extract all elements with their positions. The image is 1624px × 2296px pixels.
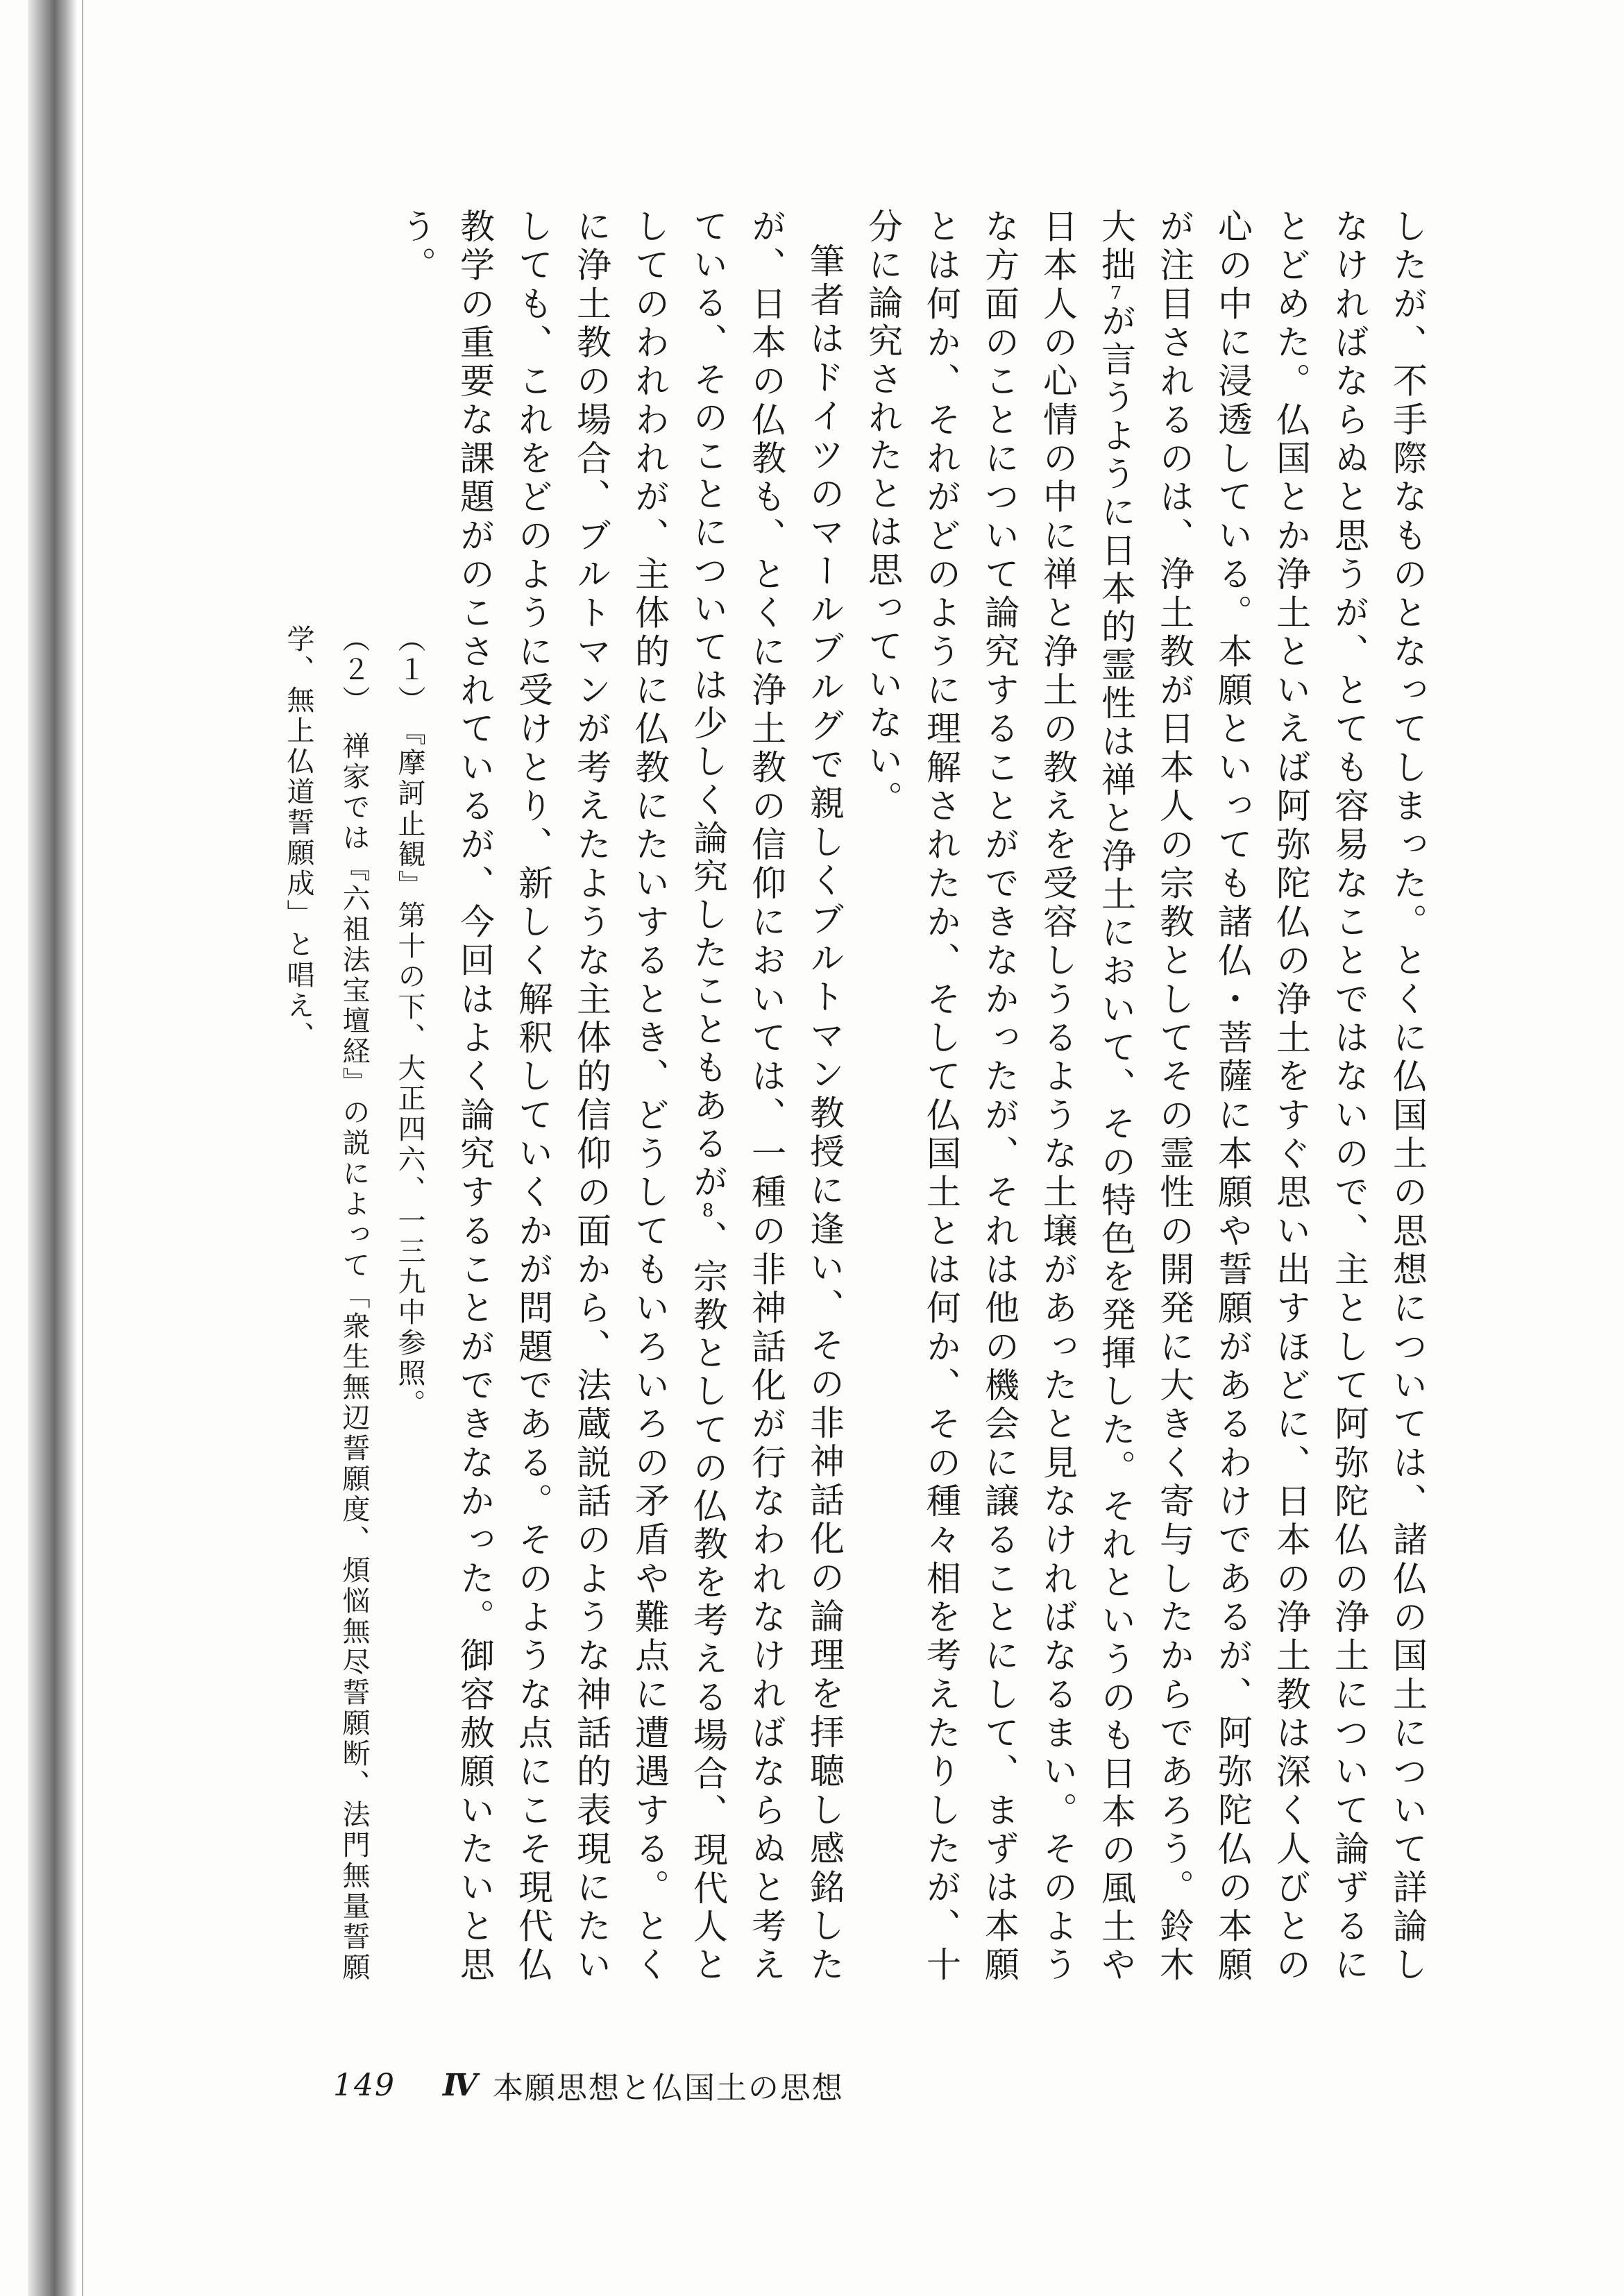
footnote-2-number: （２） [338,624,370,716]
binding-gutter-shadow [28,0,76,2296]
footnotes [282,624,437,1984]
footnote-1-text: 『摩訶止観』第十の下、大正四六、一三九中参照。 [394,731,425,1420]
footnote-1-number: （１） [394,624,425,716]
footnote-1 [382,624,437,1984]
chapter-number: Ⅳ [442,2067,477,2103]
note-ref-8: 8 [702,1202,714,1221]
footnote-2-text: 禅家では『六祖法宝壇経』の説によって「衆生無辺誓願度、煩悩無尽誓願断、法門無量誓願学、無上仏道誓願成」と唱え、 [282,624,370,1983]
paragraph-1-text-b: が言うように日本的霊性は禅と浄土において、その特色を発揮した。それというのも日本の風土や日本人の心情の中に禅と浄土の教えを受容しうるような土壌があったと見なければなるまい。そのような方面のことについて論究することができなかったが、それは他の機会に譲ることにして、まずは本願とは何か、それがどのように理解されたか、そして仏国土とは何か、その種々相を考えたりしたが、十分に論究されたとは思っていない。 [863,208,1136,1985]
paragraph-2-text-a: 筆者はドイツのマールブルグで親しくブルトマン教授に逢い、その非神話化の論理を拝聴し感銘したが、日本の仏教も、とくに浄土教の信仰においては、一種の非神話化が行なわれなければならぬと考えている、そのことについては少しく論究したこともあるが [688,208,845,1984]
paragraph-2-text-b: 、宗教としての仏教を考える場合、現代人としてのわれわれが、主体的に仏教にたいするとき、どうしてもいろいろの矛盾や難点に遭遇する。とくに浄土教の場合、ブルトマンが考えたような主体的信仰の面から、法蔵説話のような神話的表現にたいしても、これをどのように受けとり、新しく解釈していくかが問題である。そのような点にこそ現代仏教学の重要な課題がのこされているが、今回はよく論究することができなかった。御容赦願いたいと思う。 [396,208,728,1984]
page-footer [333,2061,1027,2109]
paragraph-1-text-a: したが、不手際なものとなってしまった。とくに仏国土の思想については、諸仏の国土について詳論しなければならぬと思うが、とても容易なことではないので、主として阿弥陀仏の浄土について論ずるにとどめた。仏国とか浄土といえば阿弥陀仏の浄土をすぐ思い出すほどに、日本の浄土教は深く人びとの心の中に浸透している。本願といっても諸仏・菩薩に本願や誓願があるわけであるが、阿弥陀仏の本願が注目されるのは、浄土教が日本人の宗教としてその霊性の開発に大きく寄与したからであろう。鈴木大拙 [1096,208,1428,1985]
paragraph-2 [387,208,854,1984]
page-number: 149 [333,2067,396,2103]
footnote-2 [271,624,382,1984]
running-head: 本願思想と仏国土の思想 [492,2070,844,2106]
paragraph-1 [854,208,1437,1984]
note-ref-7: 7 [1110,284,1122,303]
gutter-edge-line [82,0,83,2296]
